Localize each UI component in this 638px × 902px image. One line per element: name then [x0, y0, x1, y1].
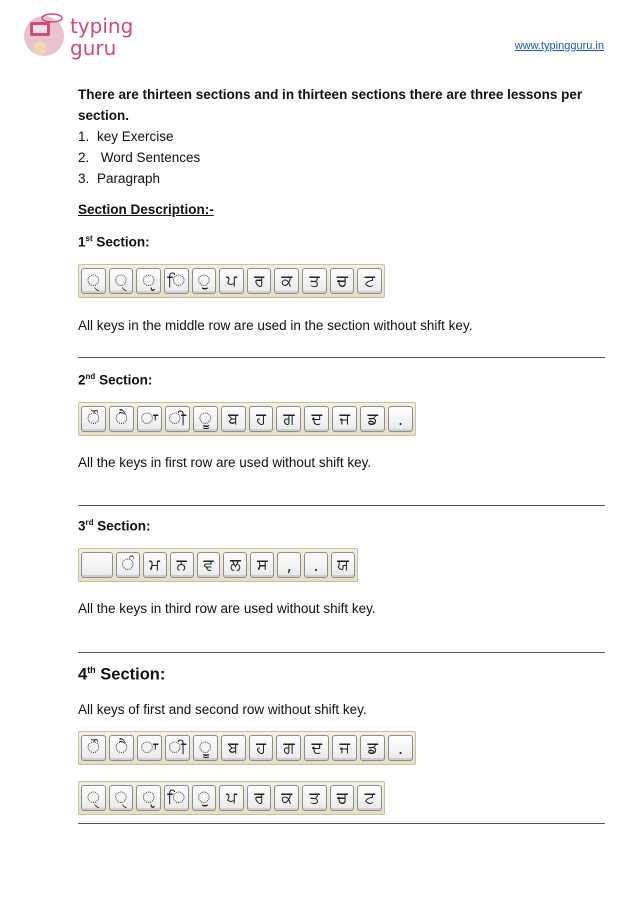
lesson-list — [78, 126, 200, 189]
keyboard-key: ਜ — [332, 406, 357, 432]
keyboard-key: , — [277, 552, 301, 578]
list-label: key Exercise — [97, 129, 174, 144]
keyboard-key: ਾ — [137, 406, 162, 432]
section-title: Section: — [96, 234, 150, 250]
keyboard-key: ੀ — [165, 406, 190, 432]
keyboard-key: ਚ — [330, 268, 355, 294]
keyboard-key: ੌ — [81, 406, 106, 432]
keyboard-key: ਯ — [331, 552, 355, 578]
divider — [78, 652, 605, 653]
keyboard-key: ਪ — [219, 268, 244, 294]
section-number: 3 — [78, 518, 86, 534]
keyboard-key: ਿ — [164, 268, 189, 294]
keyboard-key: ੈ — [109, 406, 134, 432]
divider — [78, 357, 605, 358]
keyboard-key: ਡ — [360, 735, 385, 761]
divider — [78, 505, 605, 506]
section-4-description: All keys of first and second row without shift key. — [78, 702, 367, 717]
list-label: Paragraph — [97, 171, 161, 186]
typingguru-logo — [18, 8, 163, 63]
keyboard-key: ੑ — [81, 785, 106, 811]
keyboard-key: . — [304, 552, 328, 578]
section-4-heading — [78, 665, 165, 685]
keyboard-key: ਸ — [250, 552, 274, 578]
keyboard-middle-row — [78, 781, 385, 815]
section-title: Section: — [99, 372, 153, 388]
keyboard-key: ਹ — [249, 406, 274, 432]
keyboard-key: ੀ — [165, 735, 190, 761]
keyboard-top-row — [78, 402, 416, 436]
keyboard-key: ਚ — [330, 785, 355, 811]
keyboard-key: ੌ — [81, 735, 106, 761]
intro-text: There are thirteen sections and in thirteen sections there are three lessons per section. — [78, 87, 583, 123]
section-3-heading — [78, 518, 151, 534]
list-label: Word Sentences — [97, 150, 201, 165]
list-number: 1. — [78, 129, 90, 144]
keyboard-key: ਾ — [137, 735, 162, 761]
list-number: 3. — [78, 171, 90, 186]
keyboard-key: ਹ — [249, 735, 274, 761]
section-1-description: All keys in the middle row are used in the section without shift key. — [78, 318, 473, 333]
keyboard-key: ਦ — [304, 735, 329, 761]
section-3-description: All the keys in third row are used without shift key. — [78, 601, 376, 616]
keyboard-key: ਰ — [247, 785, 272, 811]
keyboard-key: ੑ — [109, 785, 134, 811]
keyboard-key: ੰ — [116, 552, 140, 578]
keyboard-key: . — [388, 735, 413, 761]
section-number: 4 — [78, 665, 88, 684]
keyboard-key: ਨ — [170, 552, 194, 578]
keyboard-key: ਟ — [357, 268, 382, 294]
keyboard-key: ੑ — [81, 268, 106, 294]
section-ordinal: rd — [85, 518, 94, 527]
keyboard-key: ਰ — [247, 268, 272, 294]
keyboard-key — [81, 552, 113, 578]
keyboard-key: ੁ — [192, 268, 217, 294]
list-item — [78, 126, 200, 147]
keyboard-key: ਗ — [276, 406, 301, 432]
keyboard-key: ਕ — [274, 785, 299, 811]
section-ordinal: nd — [85, 372, 96, 381]
keyboard-key: ੂ — [193, 406, 218, 432]
section-2-heading — [78, 372, 152, 388]
keyboard-key: ਕ — [274, 268, 299, 294]
keyboard-key: ੵ — [136, 785, 161, 811]
keyboard-key: ਡ — [360, 406, 385, 432]
keyboard-key: ੈ — [109, 735, 134, 761]
list-item — [78, 168, 200, 189]
section-number: 2 — [78, 372, 86, 388]
keyboard-key: ਵ — [197, 552, 221, 578]
keyboard-key: ਤ — [302, 785, 327, 811]
divider — [78, 823, 605, 824]
keyboard-key: ੑ — [109, 268, 134, 294]
section-title: Section: — [100, 665, 166, 684]
section-description-title: Section Description:- — [78, 202, 214, 217]
svg-text:typing: typing — [70, 14, 134, 38]
section-ordinal: th — [87, 665, 96, 675]
keyboard-key: ਗ — [276, 735, 301, 761]
section-1-heading — [78, 234, 150, 250]
keyboard-bottom-row — [78, 548, 358, 582]
keyboard-key: ਦ — [304, 406, 329, 432]
keyboard-middle-row — [78, 264, 385, 298]
keyboard-top-row — [78, 731, 416, 765]
keyboard-key: ਿ — [164, 785, 189, 811]
svg-text:guru: guru — [70, 36, 117, 60]
keyboard-key: . — [388, 406, 413, 432]
list-item — [78, 147, 200, 168]
keyboard-key: ੂ — [193, 735, 218, 761]
keyboard-key: ਮ — [143, 552, 167, 578]
section-2-description: All the keys in first row are used without shift key. — [78, 455, 372, 470]
keyboard-key: ਬ — [221, 735, 246, 761]
list-number: 2. — [78, 150, 90, 165]
keyboard-key: ੵ — [136, 268, 161, 294]
keyboard-key: ਪ — [219, 785, 244, 811]
keyboard-key: ਲ — [223, 552, 247, 578]
website-link[interactable]: www.typingguru.in — [514, 40, 604, 52]
keyboard-key: ਤ — [302, 268, 327, 294]
section-number: 1 — [78, 234, 86, 250]
keyboard-key: ਬ — [221, 406, 246, 432]
keyboard-key: ੁ — [192, 785, 217, 811]
keyboard-key: ਜ — [332, 735, 357, 761]
section-title: Section: — [97, 518, 151, 534]
section-ordinal: st — [85, 234, 93, 243]
keyboard-key: ਟ — [357, 785, 382, 811]
